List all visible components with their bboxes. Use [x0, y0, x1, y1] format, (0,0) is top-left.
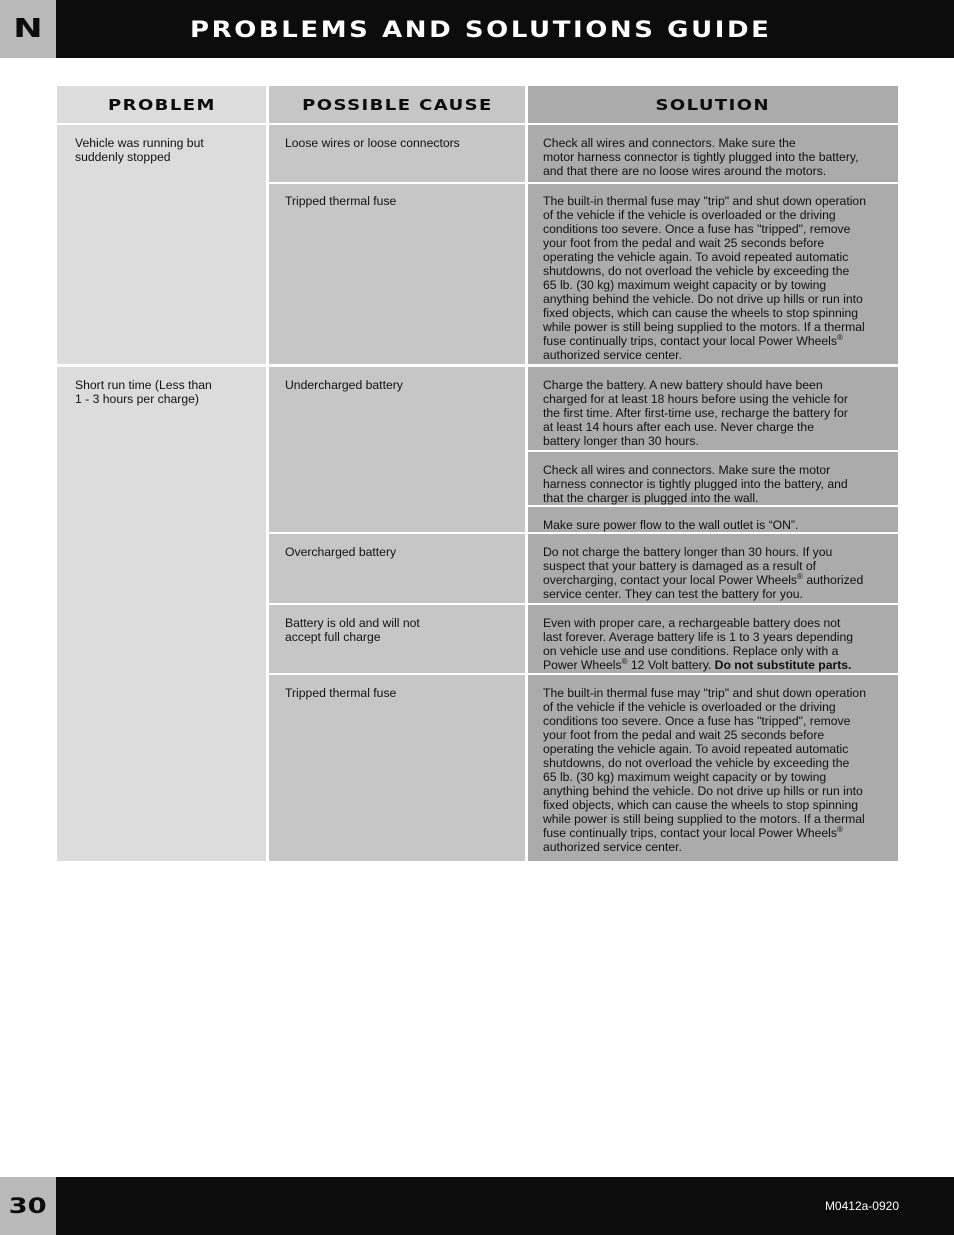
row-divider: [269, 182, 898, 184]
solution-cell: [528, 605, 898, 673]
cause-cell: [269, 183, 525, 364]
solution-text: Even with proper care, a rechargeable battery does not last forever. Average battery life is 1 to 3 years depending on vehicle use and use conditions. Replace only with a Power Wheels® 12 Volt battery. Do not substitute parts.: [543, 616, 854, 672]
solution-cell: [528, 507, 898, 532]
cause-cell: [269, 675, 525, 861]
solution-text: Make sure power flow to the wall outlet is “ON”.: [543, 518, 799, 532]
solution-cell: [528, 675, 898, 861]
problem-cell: [57, 125, 266, 364]
solution-text: Check all wires and connectors. Make sure the motor harness connector is tightly plugged into the battery, and that there are no loose wires around the motors.: [543, 136, 859, 178]
problem-text: Short run time (Less than 1 - 3 hours per charge): [75, 378, 212, 406]
language-tab: N: [0, 0, 56, 58]
solution-cell: [528, 534, 898, 604]
cause-cell: [269, 125, 525, 182]
row-divider: [269, 532, 898, 534]
solution-cell: [528, 183, 898, 364]
row-divider: [531, 450, 895, 452]
solution-text: Do not charge the battery longer than 30 hours. If you suspect that your battery is damaged as a result of overcharging, contact your local Power Wheels® authorized service center. They can test the battery for you.: [543, 545, 864, 601]
solution-text: Check all wires and connectors. Make sure the motor harness connector is tightly plugged into the battery, and that the charger is plugged into the wall.: [543, 463, 848, 505]
column-header-solution: SOLUTION: [528, 86, 898, 123]
column-header-problem: PROBLEM: [57, 86, 266, 123]
cause-text: Battery is old and will not accept full charge: [285, 616, 420, 644]
cause-cell: [269, 534, 525, 604]
cause-cell: [269, 605, 525, 673]
solution-text: The built-in thermal fuse may "trip" and shut down operation of the vehicle if the vehicle is overloaded or the driving conditions too severe. Once a fuse has "tripped", remove your foot from the pedal and wait 25 seconds before operating the vehicle again. To avoid repeated automatic shutdowns, do not overload the vehicle by exceeding the 65 lb. (30 kg) maximum weight capacity or by towing anything behind the vehicle. Do not drive up hills or run into fixed objects, which can cause the wheels to stop spinning while power is still being supplied to the motors. If a thermal fuse continually trips, contact your local Power Wheels® authorized service center.: [543, 194, 866, 362]
solution-cell: [528, 367, 898, 450]
row-divider: [531, 505, 895, 507]
cause-text: Undercharged battery: [285, 378, 403, 392]
solution-cell: [528, 125, 898, 182]
footer-bar: [0, 1177, 954, 1235]
cause-text: Tripped thermal fuse: [285, 194, 397, 208]
cause-text: Tripped thermal fuse: [285, 686, 397, 700]
cause-text: Loose wires or loose connectors: [285, 136, 460, 150]
solution-warning: Do not substitute parts.: [714, 658, 852, 672]
page-title: PROBLEMS AND SOLUTIONS GUIDE: [190, 18, 772, 43]
problem-cell: [57, 367, 266, 861]
solution-cell: [528, 452, 898, 505]
solution-text: Charge the battery. A new battery should have been charged for at least 18 hours before using the vehicle for the first time. After first-time use, recharge the battery for at least 14 hours after each use. Never charge the battery longer than 30 hours.: [543, 378, 848, 448]
row-divider: [269, 603, 898, 605]
problem-text: Vehicle was running but suddenly stopped: [75, 136, 204, 164]
cause-text: Overcharged battery: [285, 545, 397, 559]
solution-text: The built-in thermal fuse may "trip" and shut down operation of the vehicle if the vehicle is overloaded or the driving conditions too severe. Once a fuse has "tripped", remove your foot from the pedal and wait 25 seconds before operating the vehicle again. To avoid repeated automatic shutdowns, do not overload the vehicle by exceeding the 65 lb. (30 kg) maximum weight capacity or by towing anything behind the vehicle. Do not drive up hills or run into fixed objects, which can cause the wheels to stop spinning while power is still being supplied to the motors. If a thermal fuse continually trips, contact your local Power Wheels® authorized service center.: [543, 686, 866, 854]
row-divider: [269, 673, 898, 675]
page-number: 30: [0, 1177, 56, 1235]
cause-cell: [269, 367, 525, 532]
document-code: M0412a-0920: [824, 1199, 899, 1213]
row-divider: [269, 364, 898, 366]
column-header-cause: POSSIBLE CAUSE: [269, 86, 525, 123]
